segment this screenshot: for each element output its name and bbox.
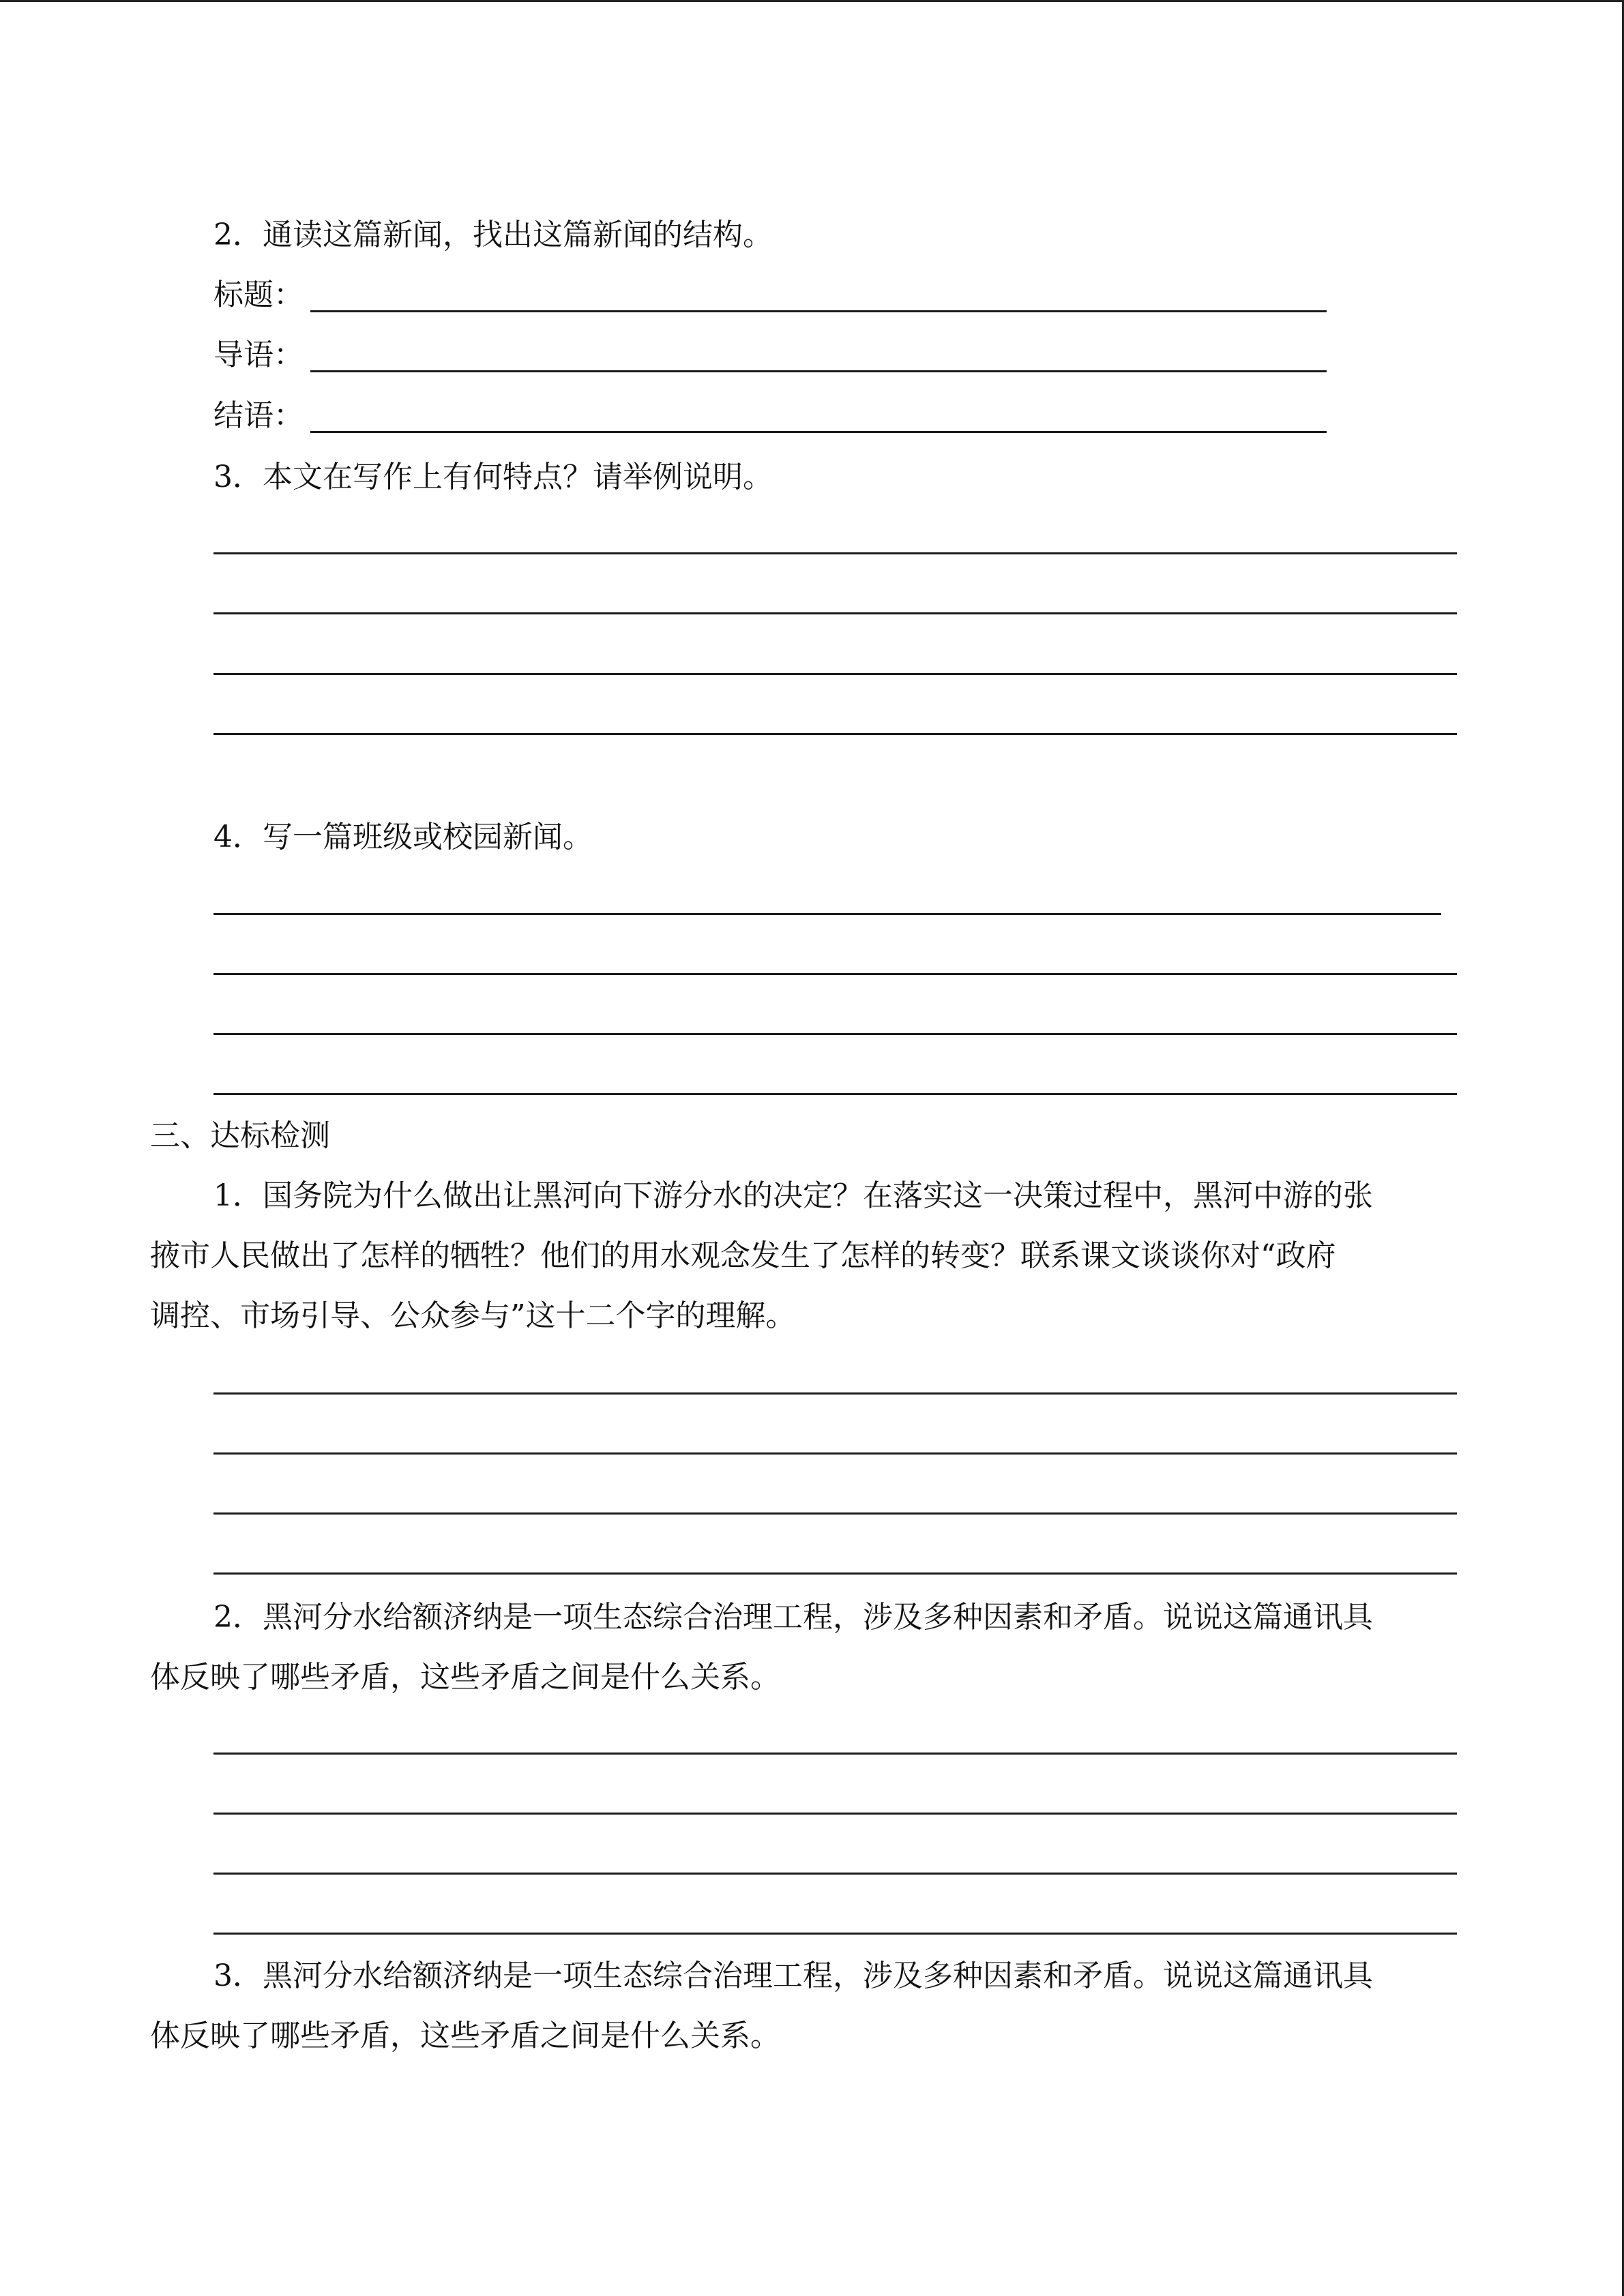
s3-question-1-line-3: 调控、市场引导、公众参与”这十二个字的理解。 (150, 1298, 796, 1333)
answer-line[interactable] (213, 673, 1457, 675)
answer-line[interactable] (213, 1392, 1457, 1395)
answer-line[interactable] (213, 913, 1441, 915)
answer-line[interactable] (213, 1753, 1457, 1755)
answer-line[interactable] (213, 973, 1457, 975)
s3-question-3-line-2: 体反映了哪些矛盾，这些矛盾之间是什么关系。 (150, 2018, 780, 2053)
ending-label: 结语： (213, 398, 304, 433)
answer-line[interactable] (213, 552, 1457, 554)
title-answer-line[interactable] (310, 310, 1327, 312)
question-2-prompt: 2．通读这篇新闻，找出这篇新闻的结构。 (213, 218, 773, 252)
answer-line[interactable] (213, 1512, 1457, 1515)
answer-line[interactable] (213, 1933, 1457, 1935)
s3-question-1-line-1: 1．国务院为什么做出让黑河向下游分水的决定？在落实这一决策过程中，黑河中游的张 (213, 1178, 1373, 1213)
answer-line[interactable] (213, 733, 1457, 735)
title-label: 标题： (213, 278, 304, 312)
s3-question-2-line-2: 体反映了哪些矛盾，这些矛盾之间是什么关系。 (150, 1660, 780, 1695)
s3-question-2-line-1: 2．黑河分水给额济纳是一项生态综合治理工程，涉及多种因素和矛盾。说说这篇通讯具 (213, 1600, 1373, 1635)
answer-line[interactable] (213, 1873, 1457, 1875)
ending-answer-line[interactable] (310, 431, 1327, 433)
question-4-prompt: 4．写一篇班级或校园新闻。 (213, 820, 593, 854)
question-3-prompt: 3．本文在写作上有何特点？请举例说明。 (213, 460, 773, 494)
answer-line[interactable] (213, 1813, 1457, 1815)
answer-line[interactable] (213, 612, 1457, 614)
answer-line[interactable] (213, 1033, 1457, 1035)
lead-label: 导语： (213, 338, 304, 372)
answer-line[interactable] (213, 1093, 1457, 1095)
answer-line[interactable] (213, 1452, 1457, 1455)
s3-question-3-line-1: 3．黑河分水给额济纳是一项生态综合治理工程，涉及多种因素和矛盾。说说这篇通讯具 (213, 1958, 1373, 1993)
section-heading: 三、达标检测 (150, 1118, 330, 1153)
page-border-top (0, 0, 1624, 2)
answer-line[interactable] (213, 1572, 1457, 1575)
lead-answer-line[interactable] (310, 370, 1327, 372)
s3-question-1-line-2: 掖市人民做出了怎样的牺牲？他们的用水观念发生了怎样的转变？联系课文谈谈你对“政府 (150, 1238, 1336, 1273)
